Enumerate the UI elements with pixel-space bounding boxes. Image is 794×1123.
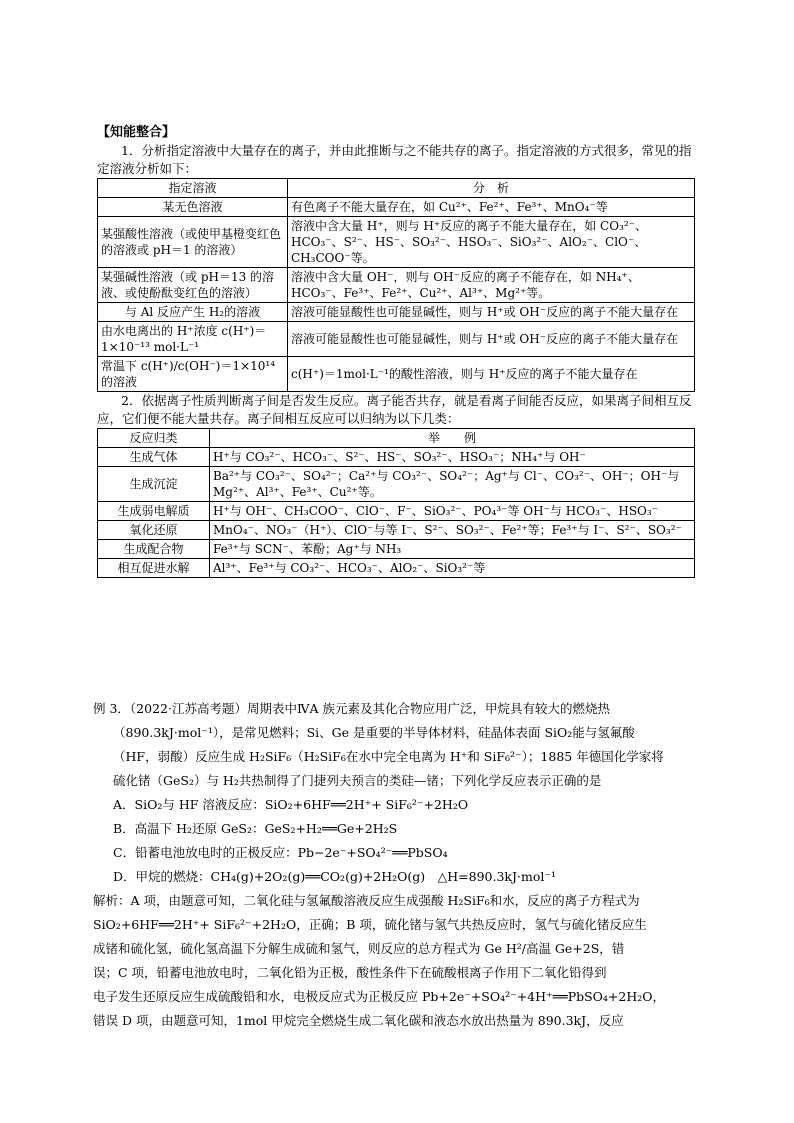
answer-line: 成锗和硫化氢，硫化氢高温下分解生成硫和氢气，则反应的总方程式为 Ge H²/高温 Ge+2S，错 <box>93 941 625 956</box>
table-cell: 生成沉淀 <box>98 467 210 502</box>
example-stem-line: 例 3．（2022·江苏高考题）周期表中ⅣA 族元素及其化合物应用广泛，甲烷具有较大的燃烧热 <box>93 701 610 716</box>
example-stem-line: （HF，弱酸）反应生成 H₂SiF₆（H₂SiF₆在水中完全电离为 H⁺和 SiF₆²⁻）；1885 年德国化学家将 <box>113 749 664 764</box>
table-header-row <box>98 429 695 448</box>
table-cell: 常温下 c(H⁺)/c(OH⁻)＝1×10¹⁴的溶液 <box>98 357 288 392</box>
table-cell: 生成弱电解质 <box>98 502 210 521</box>
table-cell: MnO₄⁻、NO₃⁻（H⁺）、ClO⁻与等 I⁻、S²⁻、SO₃²⁻、Fe²⁺等；Fe³⁺与 I⁻、S²⁻、SO₃²⁻ <box>210 521 695 540</box>
table-cell: H⁺与 CO₃²⁻、HCO₃⁻、S²⁻、HS⁻、SO₃²⁻、HSO₃⁻；NH₄⁺与 OH⁻ <box>210 448 695 467</box>
table-cell: Al³⁺、Fe³⁺与 CO₃²⁻、HCO₃⁻、AlO₂⁻、SiO₃²⁻等 <box>210 559 695 578</box>
answer-line: 误；C 项，铅蓄电池放电时，二氧化铅为正极，酸性条件下在硫酸根离子作用下二氧化铅得到 <box>93 965 607 980</box>
answer-line: SiO₂+6HF══2H⁺+ SiF₆²⁻+2H₂O，正确；B 项，硫化锗与氢气共热反应时，氢气与硫化锗反应生 <box>93 917 647 932</box>
reaction-type-table <box>97 428 695 578</box>
table-cell: 溶液中含大量 OH⁻，则与 OH⁻反应的离子不能存在，如 NH₄⁺、HCO₃⁻、Fe³⁺、Fe²⁺、Cu²⁺、Al³⁺、Mg²⁺等。 <box>288 268 695 303</box>
table-row <box>98 268 695 303</box>
table-row <box>98 521 695 540</box>
table-cell: 溶液可能显酸性也可能显碱性，则与 H⁺或 OH⁻反应的离子不能大量存在 <box>288 322 695 357</box>
answer-line: 错误 D 项，由题意可知，1mol 甲烷完全燃烧生成二氧化碳和液态水放出热量为 890.3kJ，反应 <box>93 1013 624 1028</box>
table-row <box>98 303 695 322</box>
option-a: A．SiO₂与 HF 溶液反应：SiO₂+6HF══2H⁺+ SiF₆²⁻+2H₂O <box>113 797 469 812</box>
option-b: B．高温下 H₂还原 GeS₂：GeS₂+H₂══Ge+2H₂S <box>113 821 398 836</box>
example-3 <box>93 697 705 1033</box>
answer-line: 解析：A 项，由题意可知，二氧化硅与氢氟酸溶液反应生成强酸 H₂SiF₆和水，反应的离子方程式为 <box>93 893 640 908</box>
table-header-row <box>98 179 695 198</box>
table-cell: 与 Al 反应产生 H₂的溶液 <box>98 303 288 322</box>
example-stem-line: 硫化锗（GeS₂）与 H₂共热制得了门捷列夫预言的类硅—锗；下列化学反应表示正确的是 <box>113 773 602 788</box>
table-cell: 由水电离出的 H⁺浓度 c(H⁺)＝1×10⁻¹³ mol·L⁻¹ <box>98 322 288 357</box>
table-row <box>98 559 695 578</box>
table-cell: 生成气体 <box>98 448 210 467</box>
table-row <box>98 467 695 502</box>
option-c: C．铅蓄电池放电时的正极反应：Pb−2e⁻+SO₄²⁻══PbSO₄ <box>113 845 448 860</box>
answer-line: 电子发生还原反应生成硫酸铅和水，电极反应式为正极反应 Pb+2e⁻+SO₄²⁻+4H⁺══PbSO₄+2H₂O， <box>93 989 666 1004</box>
table-cell: 溶液中含大量 H⁺，则与 H⁺反应的离子不能大量存在，如 CO₃²⁻、HCO₃⁻、S²⁻、HS⁻、SO₃²⁻、HSO₃⁻、SiO₃²⁻、AlO₂⁻、ClO⁻、CH₃COO⁻等。 <box>288 217 695 268</box>
intro-paragraph-1: 1．分析指定溶液中大量存在的离子，并由此推断与之不能共存的离子。指定溶液的方式很多，常见的指定溶液分析如下： <box>97 143 692 176</box>
table-cell: 相互促进水解 <box>98 559 210 578</box>
table-cell: 生成配合物 <box>98 540 210 559</box>
table-row <box>98 198 695 217</box>
table-header: 反应归类 <box>98 429 210 448</box>
table-cell: 某无色溶液 <box>98 198 288 217</box>
table-cell: 某强酸性溶液（或使甲基橙变红色的溶液或 pH＝1 的溶液） <box>98 217 288 268</box>
section-heading: 【知能整合】 <box>97 125 176 140</box>
example-stem-line: （890.3kJ·mol⁻¹），是常见燃料；Si、Ge 是重要的半导体材料，硅晶体表面 SiO₂能与氢氟酸 <box>113 725 635 740</box>
table-cell: 有色离子不能大量存在，如 Cu²⁺、Fe²⁺、Fe³⁺、MnO₄⁻等 <box>288 198 695 217</box>
table-row <box>98 357 695 392</box>
table-row <box>98 217 695 268</box>
table-row <box>98 502 695 521</box>
knowledge-section <box>97 124 697 578</box>
table-header: 举 例 <box>210 429 695 448</box>
table-row <box>98 322 695 357</box>
table-cell: Fe³⁺与 SCN⁻、苯酚；Ag⁺与 NH₃ <box>210 540 695 559</box>
table-cell: H⁺与 OH⁻、CH₃COO⁻、ClO⁻、F⁻、SiO₃²⁻、PO₄³⁻等 OH⁻与 HCO₃⁻、HSO₃⁻ <box>210 502 695 521</box>
table-cell: 氧化还原 <box>98 521 210 540</box>
specified-solution-table <box>97 178 695 392</box>
table-row <box>98 448 695 467</box>
option-d: D．甲烷的燃烧：CH₄(g)+2O₂(g)══CO₂(g)+2H₂O(g) △H=890.3kJ·mol⁻¹ <box>113 869 556 884</box>
table-row <box>98 540 695 559</box>
table-cell: Ba²⁺与 CO₃²⁻、SO₄²⁻；Ca²⁺与 CO₃²⁻、SO₄²⁻；Ag⁺与 Cl⁻、CO₃²⁻、OH⁻；OH⁻与 Mg²⁺、Al³⁺、Fe³⁺、Cu²⁺等。 <box>210 467 695 502</box>
table-cell: 某强碱性溶液（或 pH＝13 的溶液、或使酚酞变红色的溶液） <box>98 268 288 303</box>
table-cell: 溶液可能显酸性也可能显碱性，则与 H⁺或 OH⁻反应的离子不能大量存在 <box>288 303 695 322</box>
table-header: 分 析 <box>288 179 695 198</box>
table-header: 指定溶液 <box>98 179 288 198</box>
table-cell: c(H⁺)＝1mol·L⁻¹的酸性溶液，则与 H⁺反应的离子不能大量存在 <box>288 357 695 392</box>
intro-paragraph-2: 2．依据离子性质判断离子间是否发生反应。离子能否共存，就是看离子间能否反应，如果离子间相互反应，它们便不能大量共存。离子间相互反应可以归纳为以下几类： <box>97 393 692 426</box>
